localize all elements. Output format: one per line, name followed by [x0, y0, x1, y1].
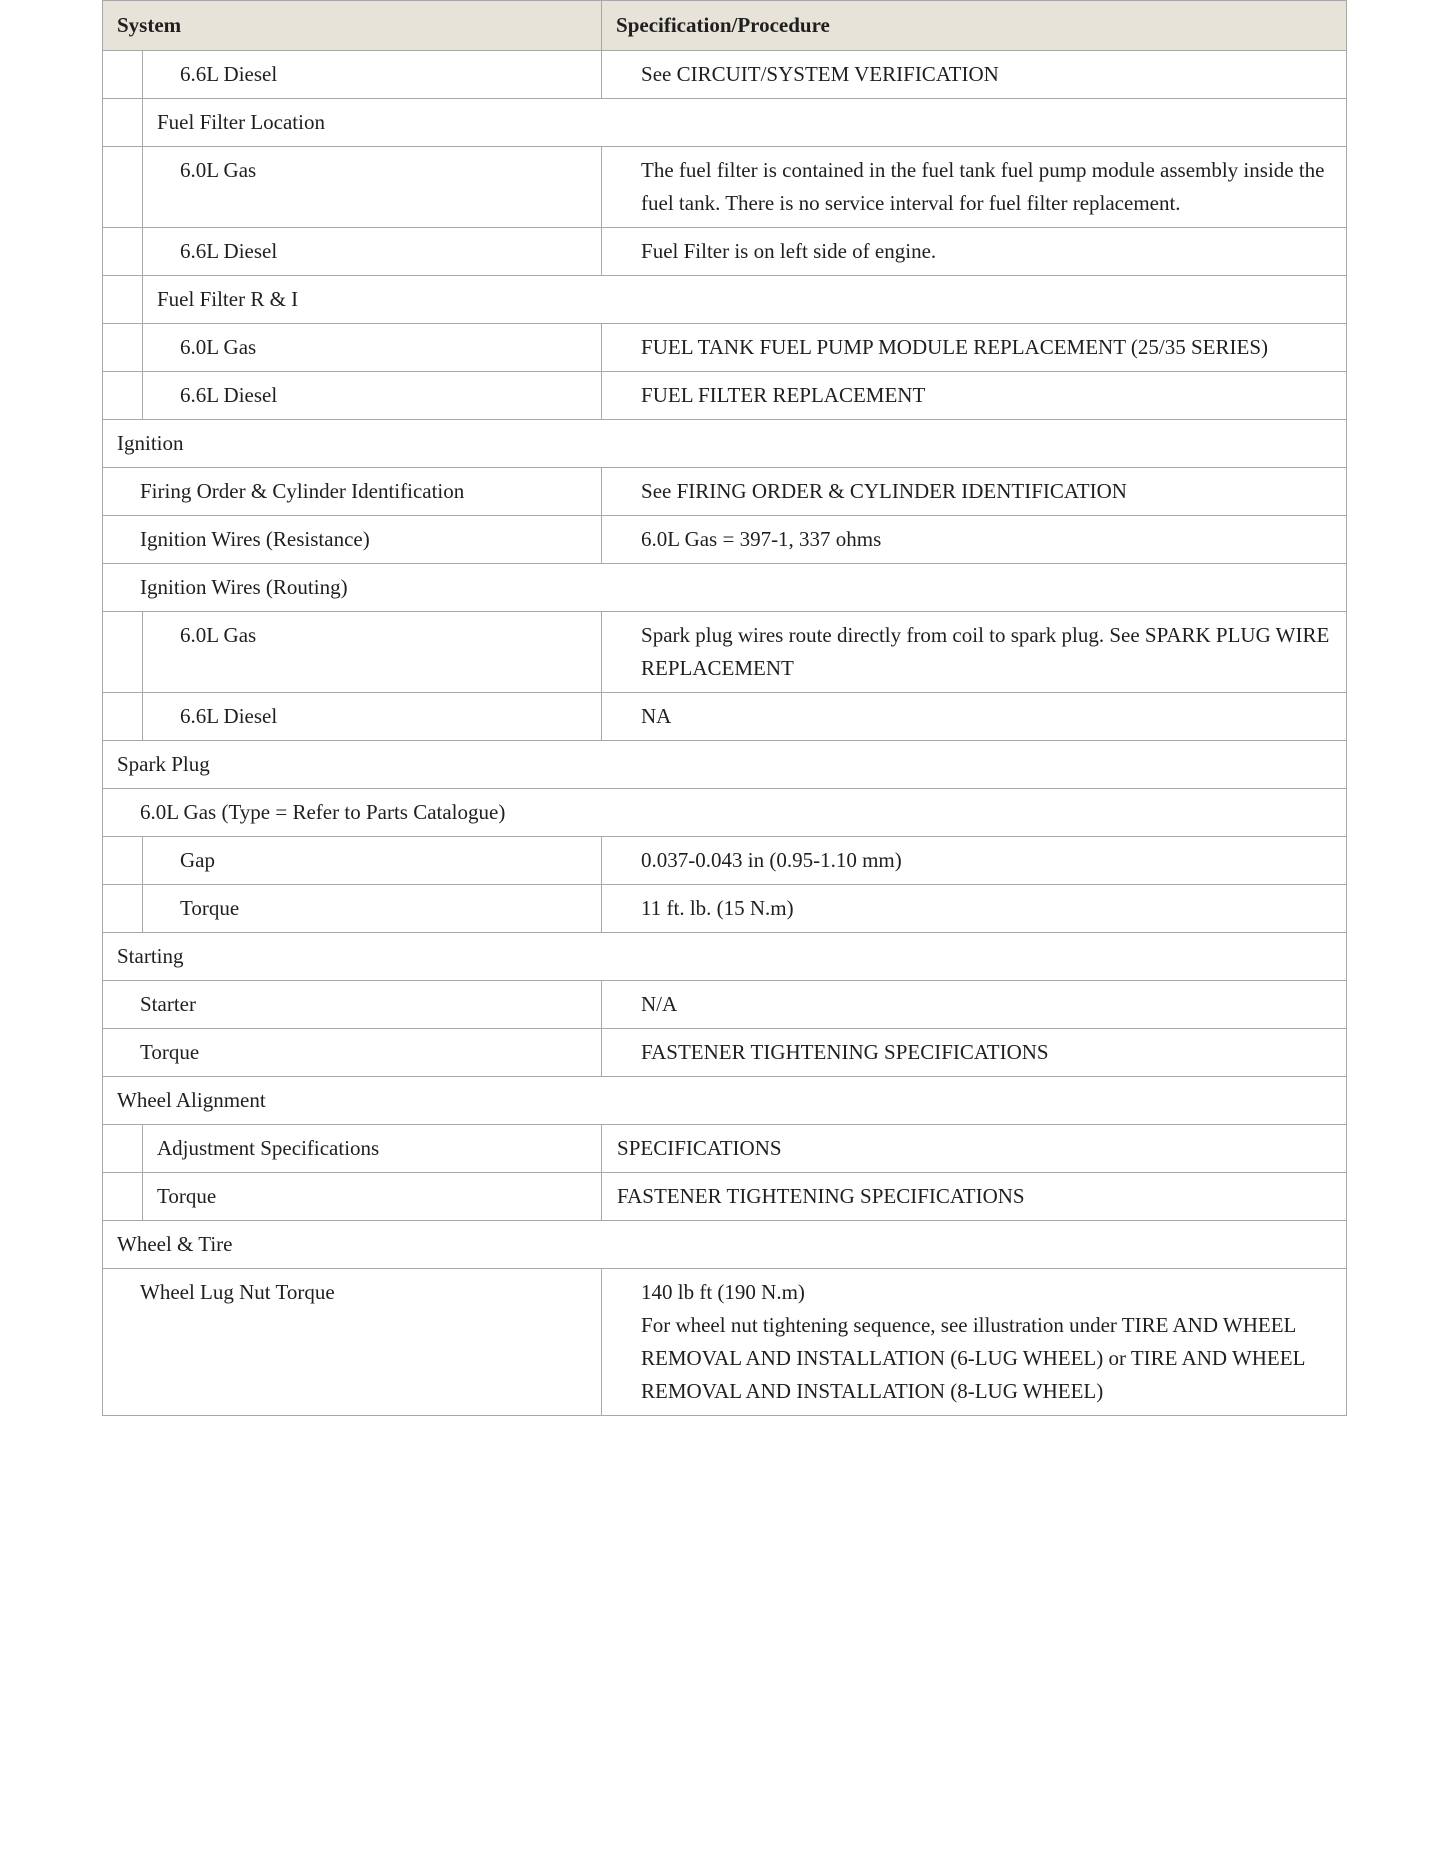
- table-row: [103, 564, 1347, 612]
- table-row: [103, 885, 1347, 933]
- spec-cell: SPECIFICATIONS: [602, 1125, 1347, 1173]
- table-row: [103, 324, 1347, 372]
- column-header-system: System: [103, 1, 602, 51]
- subsection-heading: Fuel Filter R & I: [143, 276, 1347, 324]
- subsection-heading: 6.0L Gas (Type = Refer to Parts Catalogue): [103, 789, 1347, 837]
- section-heading: Spark Plug: [103, 741, 1347, 789]
- subsection-heading: Fuel Filter Location: [143, 99, 1347, 147]
- spec-cell: See FIRING ORDER & CYLINDER IDENTIFICATION: [602, 468, 1347, 516]
- indent-cell: [103, 885, 143, 933]
- table-row: [103, 933, 1347, 981]
- spec-cell: 11 ft. lb. (15 N.m): [602, 885, 1347, 933]
- indent-cell: [103, 1173, 143, 1221]
- table-row: [103, 1077, 1347, 1125]
- table-header-row: [103, 1, 1347, 51]
- system-cell: Torque: [143, 885, 602, 933]
- spec-cell: 0.037-0.043 in (0.95-1.10 mm): [602, 837, 1347, 885]
- section-heading: Wheel & Tire: [103, 1221, 1347, 1269]
- table-row: [103, 1269, 1347, 1416]
- system-cell: 6.6L Diesel: [143, 228, 602, 276]
- system-cell: 6.0L Gas: [143, 612, 602, 693]
- system-cell: Firing Order & Cylinder Identification: [103, 468, 602, 516]
- spec-cell: The fuel filter is contained in the fuel tank fuel pump module assembly inside the fuel tank. There is no service interval for fuel filter replacement.: [602, 147, 1347, 228]
- table-row: [103, 147, 1347, 228]
- table-row: [103, 1125, 1347, 1173]
- table-row: [103, 981, 1347, 1029]
- system-cell: 6.0L Gas: [143, 324, 602, 372]
- table-row: [103, 516, 1347, 564]
- system-cell: Wheel Lug Nut Torque: [103, 1269, 602, 1416]
- table-row: [103, 837, 1347, 885]
- spec-cell: FASTENER TIGHTENING SPECIFICATIONS: [602, 1029, 1347, 1077]
- spec-line: For wheel nut tightening sequence, see illustration under TIRE AND WHEEL REMOVAL AND INSTALLATION (6-LUG WHEEL) or TIRE AND WHEEL REMOVAL AND INSTALLATION (8-LUG WHEEL): [641, 1313, 1305, 1403]
- indent-cell: [103, 1125, 143, 1173]
- spec-cell: 6.0L Gas = 397-1, 337 ohms: [602, 516, 1347, 564]
- table-row: [103, 741, 1347, 789]
- system-cell: 6.0L Gas: [143, 147, 602, 228]
- table-row: [103, 693, 1347, 741]
- spec-cell: FUEL FILTER REPLACEMENT: [602, 372, 1347, 420]
- indent-cell: [103, 372, 143, 420]
- system-cell: Ignition Wires (Resistance): [103, 516, 602, 564]
- spec-cell: Fuel Filter is on left side of engine.: [602, 228, 1347, 276]
- system-cell: Torque: [103, 1029, 602, 1077]
- system-cell: 6.6L Diesel: [143, 693, 602, 741]
- table-row: [103, 1221, 1347, 1269]
- section-heading: Starting: [103, 933, 1347, 981]
- table-row: [103, 276, 1347, 324]
- section-heading: Wheel Alignment: [103, 1077, 1347, 1125]
- section-heading: Ignition: [103, 420, 1347, 468]
- specifications-table: [102, 0, 1347, 1416]
- table-row: [103, 51, 1347, 99]
- spec-cell: See CIRCUIT/SYSTEM VERIFICATION: [602, 51, 1347, 99]
- indent-cell: [103, 693, 143, 741]
- table-row: [103, 468, 1347, 516]
- spec-document: [102, 0, 1346, 1416]
- table-row: [103, 228, 1347, 276]
- table-row: [103, 1029, 1347, 1077]
- table-row: [103, 612, 1347, 693]
- indent-cell: [103, 324, 143, 372]
- spec-cell: FUEL TANK FUEL PUMP MODULE REPLACEMENT (25/35 SERIES): [602, 324, 1347, 372]
- system-cell: Torque: [143, 1173, 602, 1221]
- table-row: [103, 372, 1347, 420]
- table-row: [103, 1173, 1347, 1221]
- spec-cell: [602, 1269, 1347, 1416]
- column-header-spec: Specification/Procedure: [602, 1, 1347, 51]
- spec-cell: N/A: [602, 981, 1347, 1029]
- spec-cell: NA: [602, 693, 1347, 741]
- spec-cell: Spark plug wires route directly from coil to spark plug. See SPARK PLUG WIRE REPLACEMENT: [602, 612, 1347, 693]
- system-cell: Starter: [103, 981, 602, 1029]
- system-cell: Adjustment Specifications: [143, 1125, 602, 1173]
- indent-cell: [103, 99, 143, 147]
- indent-cell: [103, 276, 143, 324]
- indent-cell: [103, 837, 143, 885]
- indent-cell: [103, 147, 143, 228]
- table-row: [103, 99, 1347, 147]
- subsection-heading: Ignition Wires (Routing): [103, 564, 1347, 612]
- system-cell: 6.6L Diesel: [143, 51, 602, 99]
- system-cell: 6.6L Diesel: [143, 372, 602, 420]
- table-row: [103, 420, 1347, 468]
- indent-cell: [103, 612, 143, 693]
- indent-cell: [103, 51, 143, 99]
- table-row: [103, 789, 1347, 837]
- spec-line: 140 lb ft (190 N.m): [641, 1280, 805, 1304]
- spec-cell: FASTENER TIGHTENING SPECIFICATIONS: [602, 1173, 1347, 1221]
- indent-cell: [103, 228, 143, 276]
- system-cell: Gap: [143, 837, 602, 885]
